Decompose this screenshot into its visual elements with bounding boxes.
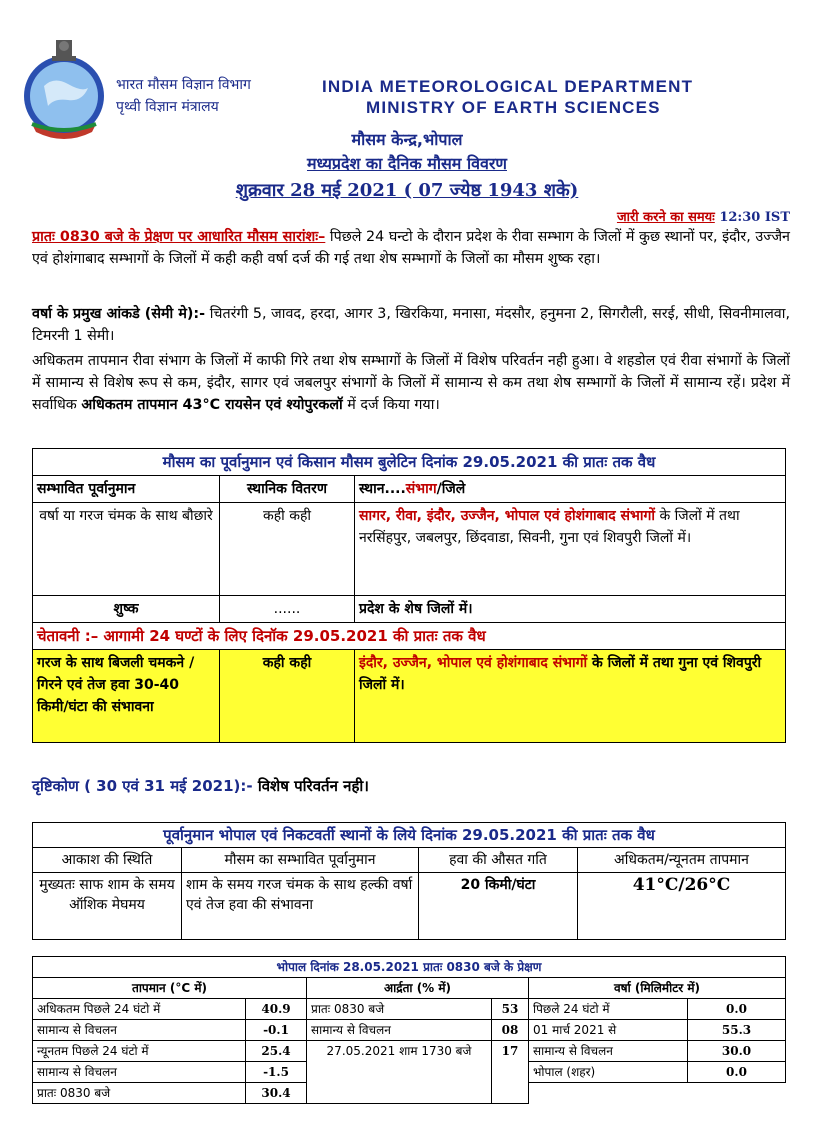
warning-title: चेतावनी :– आगामी 24 घण्टों के लिए दिनॉक 29.05.2021 की प्रातः तक वैध bbox=[33, 623, 786, 650]
table-row bbox=[33, 1041, 786, 1062]
org-en-line-1: INDIA METEOROLOGICAL DEPARTMENT bbox=[322, 77, 694, 96]
r1-forecast: वर्षा या गरज चंमक के साथ बौछारे bbox=[33, 503, 220, 596]
obs-rain-label: 01 मार्च 2021 से bbox=[529, 1020, 688, 1041]
warning-type: गरज के साथ बिजली चमकने / गिरने एवं तेज हवा 30-40 किमी/घंटा की संभावना bbox=[33, 650, 220, 743]
forecast-table bbox=[32, 448, 786, 743]
outlook bbox=[32, 776, 369, 796]
r2-forecast: शुष्क bbox=[33, 596, 220, 623]
obs-hum-value: 08 bbox=[492, 1020, 529, 1041]
obs-header-rain: वर्षा (मिलिमीटर में) bbox=[529, 978, 786, 999]
temperature-text: अधिकतम तापमान रीवा संभाग के जिलों में काफी गिरे तथा शेष सम्भागों के जिलों में विशेष परिवर्तन नही हुआ। वे शहडोल एवं रीवा संभागों के जिलों में सामान्य से विशेष रूप से कम, इंदौर, सागर एवं जबलपुर संभागों के जिलों में सामान्य से कम तथा शेष सम्भागों के जिलों में सामान्य रहें। प्रदेश में सर्वाधिक bbox=[32, 353, 790, 413]
obs-temp-label: सामान्य से विचलन bbox=[33, 1020, 246, 1041]
r1-location-red: सागर, रीवा, इंदौर, उज्जैन, भोपाल एवं होशंगाबाद संभागों bbox=[359, 508, 655, 524]
r1-distribution: कही कही bbox=[220, 503, 355, 596]
obs-temp-value: 25.4 bbox=[246, 1041, 307, 1062]
bf-header-sky: आकाश की स्थिति bbox=[33, 848, 182, 873]
issue-label: जारी करने का समयः bbox=[616, 210, 715, 225]
obs-header-temp: तापमान (°C में) bbox=[33, 978, 307, 999]
obs-temp-value: 30.4 bbox=[246, 1083, 307, 1104]
obs-hum-label: सामान्य से विचलन bbox=[307, 1020, 492, 1041]
obs-temp-label: न्यूनतम पिछले 24 घंटो में bbox=[33, 1041, 246, 1062]
rain-text: चितरंगी 5, जावद, हरदा, आगर 3, खिरकिया, मनासा, मंदसौर, हनुमना 2, सिगरौली, सरई, सीधी, सिवनीमालवा, टिमरनी 1 सेमी। bbox=[32, 306, 790, 344]
obs-rain-value: 30.0 bbox=[688, 1041, 786, 1062]
obs-temp-value: -1.5 bbox=[246, 1062, 307, 1083]
max-temp-bold: अधिकतम तापमान 43°C रायसेन एवं श्योपुरकलॉ bbox=[81, 397, 343, 413]
bf-wind: 20 किमी/घंटा bbox=[419, 873, 578, 940]
obs-rain-value: 0.0 bbox=[688, 1062, 786, 1083]
bf-header-forecast: मौसम का सम्भावित पूर्वानुमान bbox=[182, 848, 419, 873]
obs-hum-label: प्रातः 0830 बजे bbox=[307, 999, 492, 1020]
table-row bbox=[33, 1020, 786, 1041]
issue-time-value: 12:30 IST bbox=[719, 210, 790, 225]
bf-temp: 41°C/26°C bbox=[578, 873, 786, 940]
met-centre: मौसम केन्द्र,भोपाल bbox=[351, 130, 463, 149]
observation-title: भोपाल दिनांक 28.05.2021 प्रातः 0830 बजे के प्रेक्षण bbox=[33, 957, 786, 978]
summary-text: पिछले 24 घन्टो के दौरान प्रदेश के रीवा सम्भाग के जिलों में कुछ स्थानों पर, इंदौर, उज्जैन एवं होशंगाबाद सम्भागों के जिलों में कही कही वर्षा दर्ज की गई तथा शेष सम्भागों के जिलों का मौसम शुष्क रहा। bbox=[32, 229, 790, 267]
obs-rain-value-empty bbox=[688, 1083, 786, 1104]
page-title: मध्यप्रदेश का दैनिक मौसम विवरण bbox=[306, 154, 507, 173]
warning-location-black: के जिलों में तथा गुना एवं शिवपुरी जिलों में। bbox=[359, 655, 762, 693]
r2-location: प्रदेश के शेष जिलों में। bbox=[355, 596, 786, 623]
col-forecast: सम्भावित पूर्वानुमान bbox=[33, 476, 220, 503]
obs-temp-value: 40.9 bbox=[246, 999, 307, 1020]
col-distribution: स्थानिक वितरण bbox=[220, 476, 355, 503]
obs-rain-value: 0.0 bbox=[688, 999, 786, 1020]
r1-location bbox=[355, 503, 786, 596]
obs-temp-label: प्रातः 0830 बजे bbox=[33, 1083, 246, 1104]
bhopal-forecast-table bbox=[32, 822, 786, 940]
obs-rain-label: सामान्य से विचलन bbox=[529, 1041, 688, 1062]
warning-location bbox=[355, 650, 786, 743]
r1-location-black: के जिलों में तथा नरसिंहपुर, जबलपुर, छिंदवाडा, सिवनी, गुना एवं शिवपुरी जिलों में। bbox=[359, 508, 740, 546]
bf-sky: मुख्यतः साफ शाम के समय ऑशिक मेघमय bbox=[33, 873, 182, 940]
outlook-label: दृष्टिकोण ( 30 एवं 31 मई 2021):- bbox=[32, 777, 253, 795]
col-location-b: संभाग bbox=[405, 481, 437, 497]
col-location-c: /जिले bbox=[436, 481, 466, 497]
obs-hum-label: 27.05.2021 शाम 1730 बजे bbox=[307, 1041, 492, 1104]
org-name-english bbox=[322, 76, 693, 118]
outlook-text: विशेष परिवर्तन नही। bbox=[252, 777, 369, 795]
rain-paragraph bbox=[32, 303, 790, 347]
obs-rain-label-empty bbox=[529, 1083, 688, 1104]
obs-temp-label: अधिकतम पिछले 24 घंटो में bbox=[33, 999, 246, 1020]
obs-rain-label: पिछले 24 घंटो में bbox=[529, 999, 688, 1020]
obs-hum-value: 53 bbox=[492, 999, 529, 1020]
obs-header-humidity: आर्द्रता (% में) bbox=[307, 978, 529, 999]
issue-time bbox=[617, 207, 790, 225]
bf-header-wind: हवा की औसत गति bbox=[419, 848, 578, 873]
warning-distribution: कही कही bbox=[220, 650, 355, 743]
obs-temp-label: सामान्य से विचलन bbox=[33, 1062, 246, 1083]
org-en-line-2: MINISTRY OF EARTH SCIENCES bbox=[366, 98, 661, 117]
temperature-paragraph bbox=[32, 350, 790, 416]
org-hindi-line-1: भारत मौसम विज्ञान विभाग bbox=[116, 77, 251, 93]
obs-rain-value: 55.3 bbox=[688, 1020, 786, 1041]
max-temp-tail: में दर्ज किया गया। bbox=[342, 397, 440, 413]
col-location bbox=[355, 476, 786, 503]
imd-logo bbox=[18, 36, 110, 140]
table-row bbox=[33, 999, 786, 1020]
r2-distribution: ...... bbox=[220, 596, 355, 623]
summary-heading: प्रातः 0830 बजे के प्रेक्षण पर आधारित मौसम सारांशः– bbox=[32, 229, 326, 245]
obs-temp-value: -0.1 bbox=[246, 1020, 307, 1041]
rain-heading: वर्षा के प्रमुख आंकडे (सेमी मे):- bbox=[32, 306, 206, 322]
org-hindi-line-2: पृथ्वी विज्ञान मंत्रालय bbox=[116, 99, 219, 115]
bf-forecast: शाम के समय गरज चंमक के साथ हल्की वर्षा एवं तेज हवा की संभावना bbox=[182, 873, 419, 940]
obs-hum-value: 17 bbox=[492, 1041, 529, 1104]
bhopal-forecast-title: पूर्वानुमान भोपाल एवं निकटवर्ती स्थानों के लिये दिनांक 29.05.2021 की प्रातः तक वैध bbox=[33, 823, 786, 848]
col-location-a: स्थान.... bbox=[359, 481, 406, 497]
report-date: शुक्रवार 28 मई 2021 ( 07 ज्येष्ठ 1943 शके) bbox=[235, 180, 579, 201]
bf-header-temp: अधिकतम/न्यूनतम तापमान bbox=[578, 848, 786, 873]
org-name-hindi bbox=[116, 74, 251, 118]
summary-paragraph bbox=[32, 226, 790, 270]
obs-rain-label: भोपाल (शहर) bbox=[529, 1062, 688, 1083]
warning-location-red: इंदौर, उज्जैन, भोपाल एवं होशंगाबाद संभागों bbox=[359, 655, 588, 671]
observation-table bbox=[32, 956, 786, 1104]
forecast-title: मौसम का पूर्वानुमान एवं किसान मौसम बुलेटिन दिनांक 29.05.2021 की प्रातः तक वैध bbox=[33, 449, 786, 476]
